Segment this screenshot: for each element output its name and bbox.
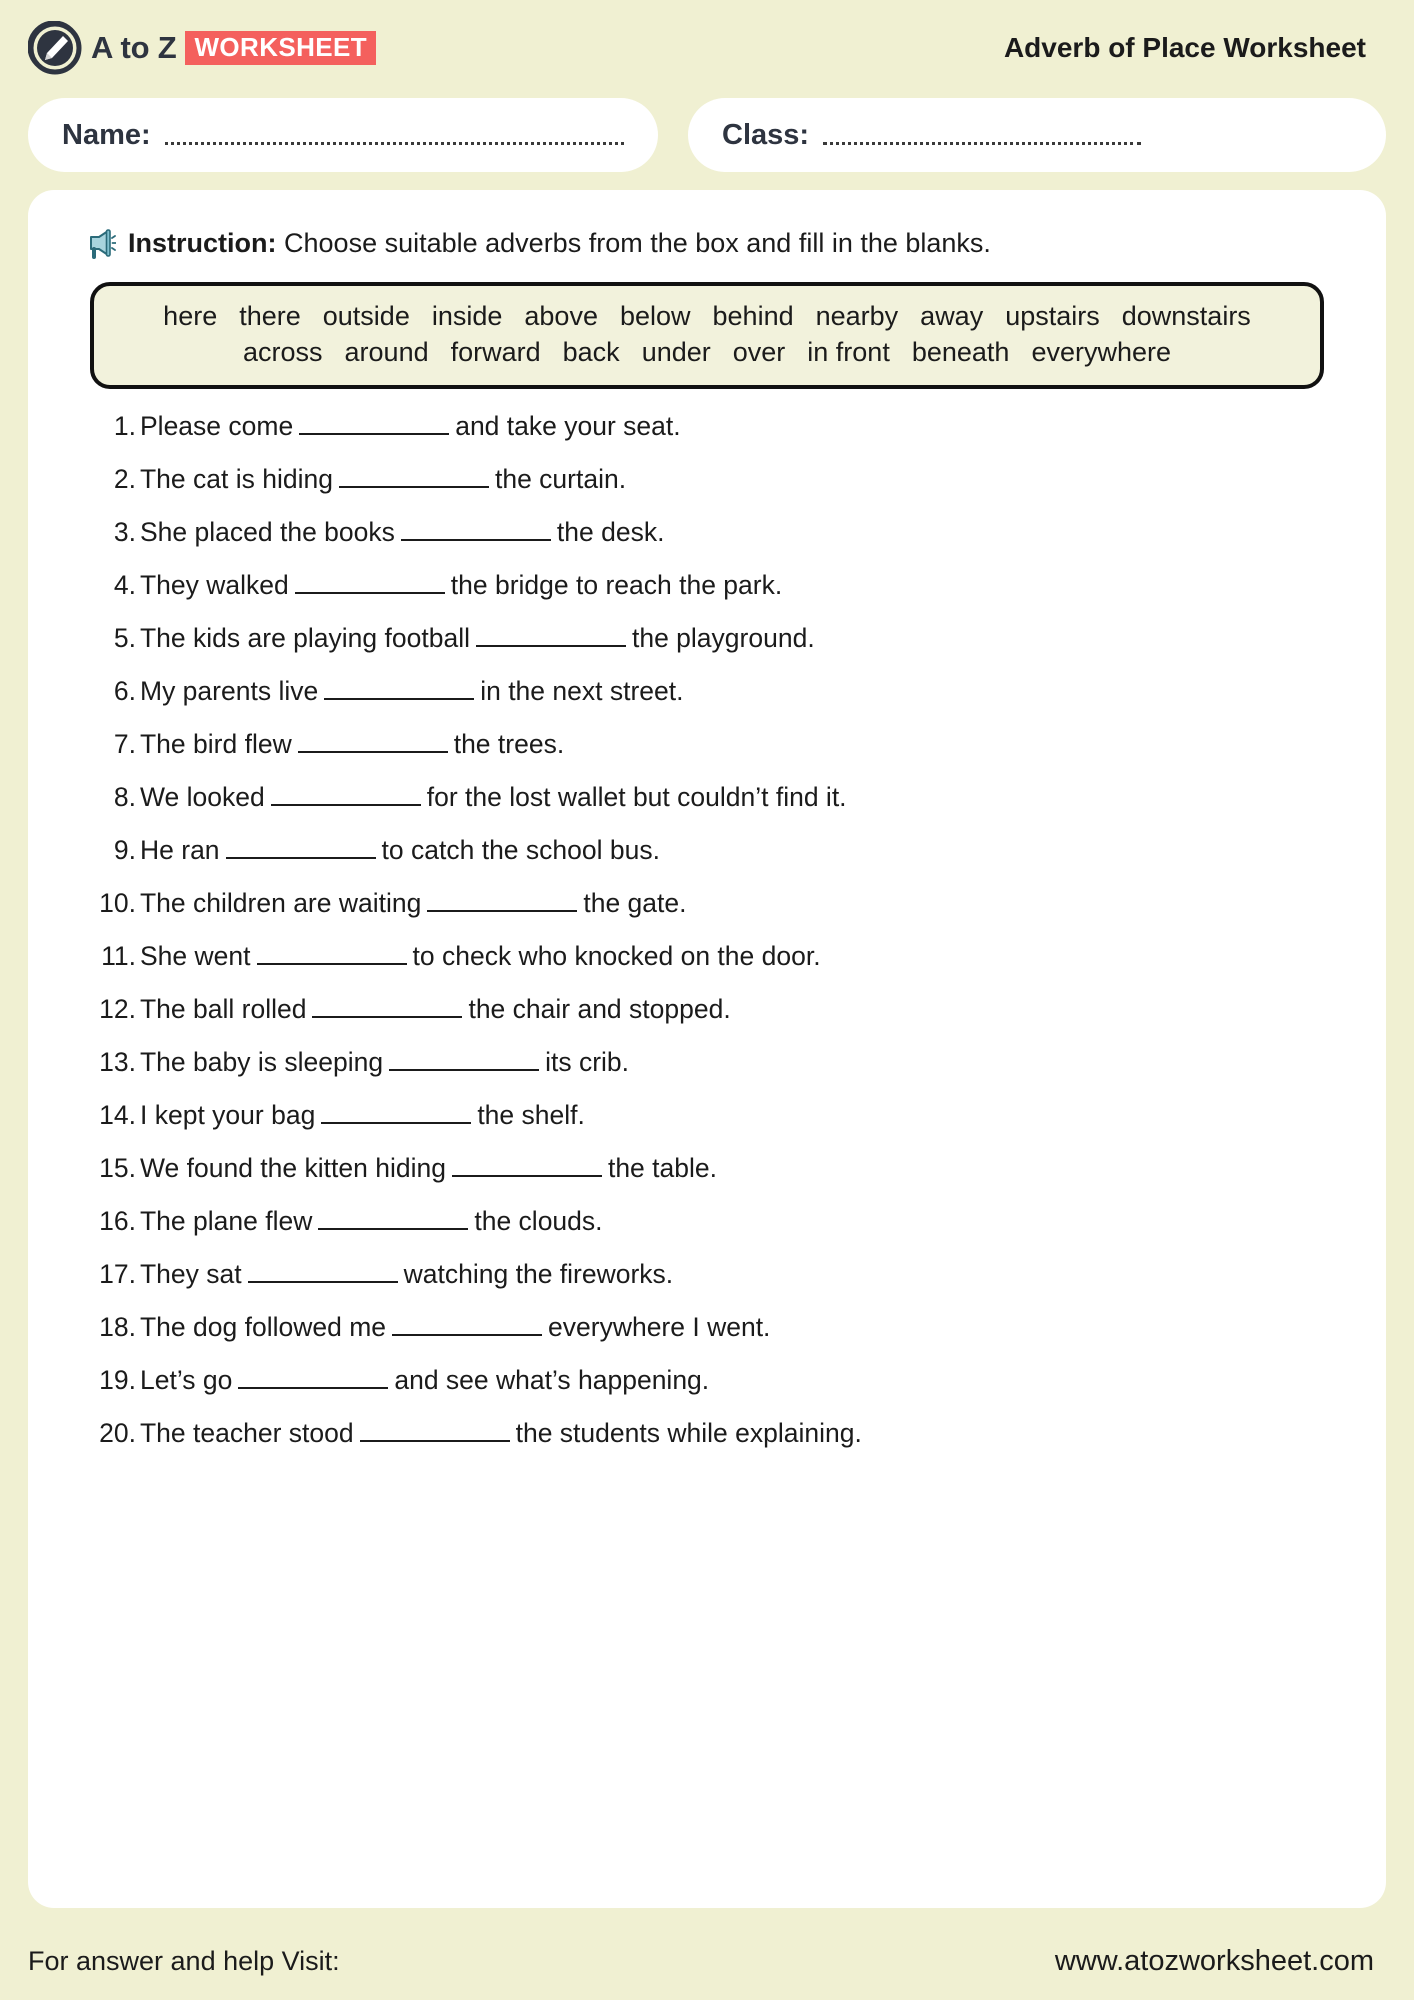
student-info-row	[28, 98, 1386, 172]
question-item	[68, 1365, 1346, 1418]
question-item	[68, 517, 1346, 570]
question-text-after: to catch the school bus.	[381, 834, 660, 865]
question-number: 4.	[113, 569, 136, 600]
question-list	[68, 411, 1346, 1471]
word-bank-item: downstairs	[1121, 301, 1251, 331]
question-number: 18.	[99, 1311, 136, 1342]
question-text-before: We looked	[140, 781, 265, 812]
question-number: 13.	[99, 1046, 136, 1077]
instruction-row	[82, 226, 1346, 260]
page-title: Adverb of Place Worksheet	[1003, 32, 1366, 63]
question-number: 20.	[99, 1417, 136, 1448]
answer-blank[interactable]	[257, 963, 407, 965]
word-bank-words	[114, 298, 1300, 371]
answer-blank[interactable]	[360, 1440, 510, 1442]
word-bank-item: under	[641, 337, 711, 368]
question-item	[68, 782, 1346, 835]
question-number: 10.	[99, 887, 136, 918]
question-number: 15.	[99, 1152, 136, 1183]
answer-blank[interactable]	[312, 1016, 462, 1018]
word-bank-item: upstairs	[1005, 301, 1100, 331]
name-field-container[interactable]	[28, 98, 658, 172]
answer-blank[interactable]	[339, 486, 489, 488]
answer-blank[interactable]	[452, 1175, 602, 1177]
answer-blank[interactable]	[476, 645, 626, 647]
answer-blank[interactable]	[389, 1069, 539, 1071]
question-text-before: He ran	[140, 834, 220, 865]
question-number: 6.	[113, 675, 136, 706]
footer-help-text: For answer and help Visit:	[28, 1946, 340, 1976]
question-number: 9.	[113, 834, 136, 865]
question-text-after: the table.	[607, 1152, 717, 1183]
question-item	[68, 835, 1346, 888]
brand-tag-badge: WORKSHEET	[185, 31, 376, 65]
question-text	[140, 464, 626, 496]
question-text	[140, 1365, 709, 1397]
question-text-before: They walked	[140, 569, 289, 600]
answer-blank[interactable]	[271, 804, 421, 806]
question-item	[68, 1259, 1346, 1312]
question-text	[140, 1418, 862, 1450]
question-text-before: The kids are playing football	[140, 622, 470, 653]
question-number: 16.	[99, 1205, 136, 1236]
question-item	[68, 1206, 1346, 1259]
brand-logo	[28, 21, 376, 75]
question-text-after: the playground.	[631, 622, 815, 653]
question-text-before: The dog followed me	[140, 1311, 387, 1342]
word-bank-item: over	[732, 337, 786, 368]
word-bank-item: below	[619, 301, 691, 331]
question-item	[68, 888, 1346, 941]
question-text	[140, 1312, 770, 1344]
question-text-after: the bridge to reach the park.	[450, 569, 783, 600]
word-bank-item: everywhere	[1031, 337, 1171, 368]
answer-blank[interactable]	[392, 1334, 542, 1336]
word-bank-item: away	[920, 301, 984, 331]
answer-blank[interactable]	[401, 539, 551, 541]
question-number: 5.	[113, 622, 136, 653]
page-footer	[0, 1945, 1414, 1978]
answer-blank[interactable]	[238, 1387, 388, 1389]
answer-blank[interactable]	[298, 751, 448, 753]
question-text-after: the trees.	[453, 728, 565, 759]
question-item	[68, 1153, 1346, 1206]
question-text	[140, 676, 683, 708]
question-text-before: The plane flew	[140, 1205, 313, 1236]
question-item	[68, 994, 1346, 1047]
question-text-after: the curtain.	[494, 463, 627, 494]
question-text	[140, 1100, 585, 1132]
word-bank-item: above	[524, 301, 598, 331]
question-text	[140, 411, 681, 443]
word-bank-item: back	[562, 337, 620, 368]
question-item	[68, 1047, 1346, 1100]
question-text-after: the desk.	[556, 516, 665, 547]
word-bank-item: across	[243, 337, 323, 368]
question-text-before: The children are waiting	[140, 887, 422, 918]
question-number: 1.	[113, 410, 136, 441]
footer-website-link[interactable]: www.atozworksheet.com	[1054, 1945, 1374, 1977]
answer-blank[interactable]	[321, 1122, 471, 1124]
question-text-after: and see what’s happening.	[394, 1364, 710, 1395]
question-text-before: Let’s go	[140, 1364, 233, 1395]
question-text-before: I kept your bag	[140, 1099, 316, 1130]
question-item	[68, 1312, 1346, 1365]
word-bank-item: here	[163, 301, 218, 331]
question-text-after: the chair and stopped.	[468, 993, 731, 1024]
question-item	[68, 570, 1346, 623]
question-text-before: She went	[140, 940, 251, 971]
question-number: 19.	[99, 1364, 136, 1395]
class-field-container[interactable]	[688, 98, 1386, 172]
question-text	[140, 1153, 717, 1185]
answer-blank[interactable]	[226, 857, 376, 859]
question-text	[140, 1206, 603, 1238]
question-number: 12.	[99, 993, 136, 1024]
question-item	[68, 623, 1346, 676]
question-text-after: watching the fireworks.	[403, 1258, 674, 1289]
question-text-before: She placed the books	[140, 516, 395, 547]
question-text-before: They sat	[140, 1258, 242, 1289]
question-number: 3.	[113, 516, 136, 547]
brand-primary-text: A to Z	[91, 30, 177, 65]
question-text-after: in the next street.	[480, 675, 684, 706]
question-text-after: the clouds.	[474, 1205, 603, 1236]
word-bank-item: outside	[322, 301, 410, 331]
word-bank-item: in front	[807, 337, 890, 368]
word-bank-item: around	[344, 337, 429, 368]
question-text-after: the students while explaining.	[515, 1417, 862, 1448]
name-input[interactable]	[165, 142, 624, 145]
question-text-before: We found the kitten hiding	[140, 1152, 446, 1183]
question-item	[68, 729, 1346, 782]
answer-blank[interactable]	[324, 698, 474, 700]
answer-blank[interactable]	[248, 1281, 398, 1283]
class-input[interactable]	[823, 142, 1141, 145]
question-text-before: My parents live	[140, 675, 319, 706]
question-text-before: The baby is sleeping	[140, 1046, 384, 1077]
question-text	[140, 570, 782, 602]
question-text-after: for the lost wallet but couldn’t find it.	[426, 781, 847, 812]
question-text	[140, 941, 821, 973]
question-text	[140, 1259, 673, 1291]
question-text-before: The teacher stood	[140, 1417, 354, 1448]
word-bank-item: nearby	[815, 301, 899, 331]
question-text-before: The ball rolled	[140, 993, 307, 1024]
class-label: Class:	[722, 118, 810, 151]
question-number: 7.	[113, 728, 136, 759]
question-number: 11.	[101, 940, 136, 971]
word-bank	[90, 282, 1324, 389]
question-text-after: its crib.	[545, 1046, 630, 1077]
question-number: 2.	[113, 463, 136, 494]
question-item	[68, 1100, 1346, 1153]
question-item	[68, 411, 1346, 464]
megaphone-icon	[82, 226, 116, 260]
question-text-after: to check who knocked on the door.	[412, 940, 821, 971]
question-text-after: and take your seat.	[455, 410, 681, 441]
question-text	[140, 888, 686, 920]
question-text	[140, 1047, 629, 1079]
question-text	[140, 782, 847, 814]
question-text-before: The bird flew	[140, 728, 292, 759]
instruction-label: Instruction:	[128, 227, 277, 258]
question-text	[140, 994, 731, 1026]
word-bank-item: forward	[450, 337, 541, 368]
question-text-after: the gate.	[583, 887, 687, 918]
question-item	[68, 676, 1346, 729]
question-text	[140, 623, 815, 655]
name-label: Name:	[62, 118, 151, 151]
instruction-text	[128, 228, 991, 259]
word-bank-item: beneath	[911, 337, 1010, 368]
question-number: 8.	[113, 781, 136, 812]
answer-blank[interactable]	[299, 433, 449, 435]
word-bank-item: there	[239, 301, 301, 331]
answer-blank[interactable]	[318, 1228, 468, 1230]
question-text	[140, 835, 660, 867]
worksheet-card	[28, 190, 1386, 1908]
question-text-before: The cat is hiding	[140, 463, 333, 494]
question-item	[68, 941, 1346, 994]
question-text	[140, 729, 564, 761]
question-item	[68, 464, 1346, 517]
question-number: 17.	[99, 1258, 136, 1289]
answer-blank[interactable]	[427, 910, 577, 912]
answer-blank[interactable]	[295, 592, 445, 594]
pen-circle-logo-icon	[28, 21, 82, 75]
question-text	[140, 517, 664, 549]
word-bank-item: inside	[431, 301, 503, 331]
question-text-before: Please come	[140, 410, 294, 441]
page-header	[0, 0, 1414, 96]
question-text-after: the shelf.	[477, 1099, 585, 1130]
word-bank-item: behind	[712, 301, 794, 331]
question-number: 14.	[99, 1099, 136, 1130]
instruction-body: Choose suitable adverbs from the box and fill in the blanks.	[284, 227, 991, 258]
question-text-after: everywhere I went.	[548, 1311, 771, 1342]
question-item	[68, 1418, 1346, 1471]
